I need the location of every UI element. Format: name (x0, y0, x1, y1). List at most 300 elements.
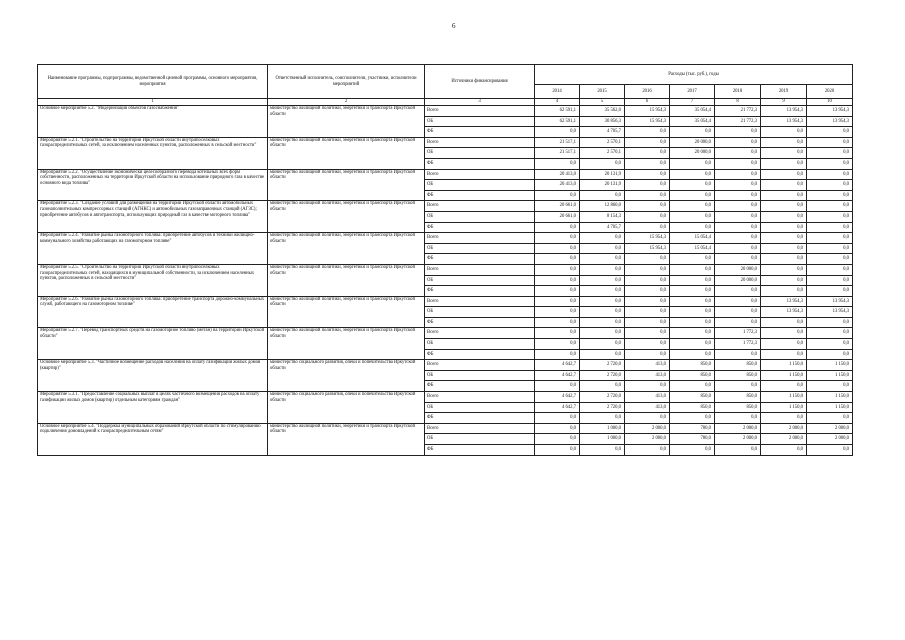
expense-value: 0,0 (625, 137, 670, 148)
expense-value: 1 772,3 (715, 328, 761, 339)
expense-value: 0,0 (535, 190, 580, 201)
expense-value: 0,0 (807, 286, 853, 297)
expense-value: 1 150,0 (761, 392, 807, 403)
expense-value: 30 856,3 (580, 116, 625, 127)
header-index: 6 (625, 99, 670, 106)
expense-value: 2 570,1 (580, 137, 625, 148)
expense-value: 0,0 (807, 243, 853, 254)
expense-value: 20 000,0 (715, 275, 761, 286)
expense-value: 0,0 (580, 381, 625, 392)
expense-value: 8 154,3 (580, 211, 625, 222)
expense-value: 0,0 (715, 127, 761, 138)
expense-value: 20 000,0 (670, 148, 715, 159)
expense-value: 0,0 (580, 233, 625, 244)
expense-value: 0,0 (761, 349, 807, 360)
expense-value: 0,0 (580, 307, 625, 318)
expense-value: 15 954,3 (625, 243, 670, 254)
funding-source: ФБ (425, 127, 535, 138)
expense-value: 0,0 (625, 201, 670, 212)
event-name: Мероприятие 5.2.6. "Развитие рынка газомоторного топлива: приобретение транспорта дорожно-коммунальных служб, работающего на газомоторном топливе" (38, 296, 268, 328)
expense-value: 0,0 (715, 137, 761, 148)
expense-value: 0,0 (807, 190, 853, 201)
expense-value: 0,0 (535, 158, 580, 169)
expense-value: 0,0 (807, 201, 853, 212)
expense-value: 0,0 (625, 339, 670, 350)
expense-value: 1 000,0 (580, 423, 625, 434)
expense-value: 0,0 (535, 445, 580, 456)
expense-value: 0,0 (761, 243, 807, 254)
expense-value: 0,0 (535, 275, 580, 286)
expense-value: 850,0 (715, 360, 761, 371)
expense-value: 850,0 (715, 370, 761, 381)
expense-value: 0,0 (715, 296, 761, 307)
expense-value: 20 661,0 (535, 211, 580, 222)
expense-value: 0,0 (715, 254, 761, 265)
expense-value: 0,0 (535, 243, 580, 254)
expense-value: 0,0 (807, 222, 853, 233)
expense-value: 0,0 (807, 349, 853, 360)
expense-value: 0,0 (625, 275, 670, 286)
expense-value: 0,0 (580, 328, 625, 339)
expense-value: 0,0 (715, 169, 761, 180)
event-executor: министерство жилищной политики, энергетики и транспорта Иркутской области (268, 106, 425, 138)
header-source: Источники финансирования (425, 65, 535, 99)
funding-source: Всего (425, 106, 535, 117)
expense-value: 35 054,4 (670, 106, 715, 117)
expense-value: 35 054,4 (670, 116, 715, 127)
expense-value: 0,0 (807, 211, 853, 222)
expense-value: 0,0 (670, 180, 715, 191)
expense-value: 0,0 (580, 275, 625, 286)
expense-value: 0,0 (761, 413, 807, 424)
expense-value: 0,0 (807, 264, 853, 275)
expense-value: 0,0 (715, 201, 761, 212)
funding-source: Всего (425, 201, 535, 212)
header-year: 2019 (761, 85, 807, 99)
table-row (38, 233, 853, 244)
expense-value: 413,0 (625, 392, 670, 403)
expense-value: 2 720,0 (580, 370, 625, 381)
expense-value: 0,0 (761, 211, 807, 222)
expense-value: 2 720,0 (580, 392, 625, 403)
expense-value: 0,0 (625, 413, 670, 424)
expense-value: 0,0 (580, 445, 625, 456)
expense-value: 0,0 (807, 328, 853, 339)
header-year: 2016 (625, 85, 670, 99)
header-index: 2 (268, 99, 425, 106)
expense-value: 0,0 (715, 190, 761, 201)
funding-source: ФБ (425, 190, 535, 201)
funding-source: ОБ (425, 339, 535, 350)
expense-value: 0,0 (535, 286, 580, 297)
expense-value: 0,0 (535, 339, 580, 350)
expense-value: 0,0 (807, 137, 853, 148)
expense-value: 0,0 (670, 339, 715, 350)
expense-value: 0,0 (761, 169, 807, 180)
expense-value: 20 413,0 (535, 180, 580, 191)
event-executor: министерство социального развития, опеки и попечительства Иркутской области (268, 392, 425, 424)
expense-value: 13 954,3 (761, 307, 807, 318)
expense-value: 0,0 (535, 233, 580, 244)
expense-value: 0,0 (625, 169, 670, 180)
expense-value: 0,0 (715, 286, 761, 297)
expense-value: 4 705,7 (580, 127, 625, 138)
event-name: Мероприятие 5.2.7. "Перевод транспортных средств на газомоторное топливо (метан) на территории Иркутской области" (38, 328, 268, 360)
funding-source: ФБ (425, 222, 535, 233)
event-executor: министерство жилищной политики, энергетики и транспорта Иркутской области (268, 137, 425, 169)
expense-value: 0,0 (670, 286, 715, 297)
expense-value: 62 591,1 (535, 106, 580, 117)
table-row (38, 137, 853, 148)
funding-source: ОБ (425, 370, 535, 381)
expense-value: 0,0 (670, 349, 715, 360)
expense-value: 15 054,4 (670, 243, 715, 254)
financing-table (37, 64, 853, 456)
header-index: 9 (761, 99, 807, 106)
header-index: 10 (807, 99, 853, 106)
expense-value: 0,0 (807, 413, 853, 424)
expense-value: 0,0 (761, 233, 807, 244)
event-executor: министерство жилищной политики, энергетики и транспорта Иркутской области (268, 264, 425, 296)
expense-value: 0,0 (580, 190, 625, 201)
expense-value: 0,0 (715, 243, 761, 254)
expense-value: 0,0 (761, 339, 807, 350)
expense-value: 20 131,9 (580, 169, 625, 180)
expense-value: 0,0 (535, 381, 580, 392)
event-name: Основное мероприятие 5.3. "Частичное возмещение расходов населения на оплату газификации жилых домов (квартир)" (38, 360, 268, 392)
event-name: Мероприятие 5.2.3. "Создание условий для размещения на территории Иркутской области автомобильных газонаполнительных компрессорных станций (АГНКС) и автомобильных газозаправочных станций (АГЗС); приобретение автобусов и автотранспорта, использующих природный газ в качестве моторного топлива" (38, 201, 268, 233)
expense-value: 0,0 (715, 445, 761, 456)
expense-value: 2 720,0 (580, 402, 625, 413)
expense-value: 0,0 (625, 286, 670, 297)
expense-value: 0,0 (807, 275, 853, 286)
expense-value: 0,0 (715, 317, 761, 328)
expense-value: 0,0 (580, 158, 625, 169)
expense-value: 0,0 (715, 158, 761, 169)
header-year: 2020 (807, 85, 853, 99)
event-executor: министерство жилищной политики, энергетики и транспорта Иркутской области (268, 423, 425, 455)
expense-value: 0,0 (580, 413, 625, 424)
expense-value: 0,0 (715, 381, 761, 392)
expense-value: 0,0 (670, 328, 715, 339)
expense-value: 850,0 (715, 402, 761, 413)
header-index: 3 (425, 99, 535, 106)
expense-value: 0,0 (670, 264, 715, 275)
expense-value: 0,0 (670, 307, 715, 318)
expense-value: 4 642,7 (535, 370, 580, 381)
expense-value: 0,0 (670, 296, 715, 307)
expense-value: 0,0 (535, 307, 580, 318)
expense-value: 0,0 (535, 434, 580, 445)
expense-value: 1 000,0 (580, 434, 625, 445)
expense-value: 0,0 (580, 349, 625, 360)
expense-value: 0,0 (535, 423, 580, 434)
expense-value: 0,0 (625, 148, 670, 159)
expense-value: 4 642,7 (535, 402, 580, 413)
expense-value: 62 591,1 (535, 116, 580, 127)
expense-value: 1 150,0 (807, 360, 853, 371)
expense-value: 0,0 (715, 148, 761, 159)
expense-value: 0,0 (715, 413, 761, 424)
expense-value: 0,0 (807, 148, 853, 159)
table-row (38, 169, 853, 180)
expense-value: 20 661,0 (535, 201, 580, 212)
expense-value: 20 413,0 (535, 169, 580, 180)
expense-value: 0,0 (580, 254, 625, 265)
expense-value: 0,0 (535, 328, 580, 339)
expense-value: 0,0 (670, 317, 715, 328)
expense-value: 13 954,3 (807, 116, 853, 127)
expense-value: 0,0 (807, 445, 853, 456)
expense-value: 2 000,0 (715, 423, 761, 434)
expense-value: 0,0 (761, 201, 807, 212)
expense-value: 0,0 (535, 349, 580, 360)
expense-value: 0,0 (715, 222, 761, 233)
expense-value: 0,0 (761, 127, 807, 138)
expense-value: 35 562,0 (580, 106, 625, 117)
header-index: 7 (670, 99, 715, 106)
expense-value: 0,0 (625, 180, 670, 191)
funding-source: Всего (425, 392, 535, 403)
expense-value: 0,0 (761, 445, 807, 456)
expense-value: 0,0 (670, 254, 715, 265)
expense-value: 0,0 (670, 211, 715, 222)
expense-value: 0,0 (761, 254, 807, 265)
expense-value: 413,0 (625, 360, 670, 371)
expense-value: 0,0 (761, 137, 807, 148)
event-executor: министерство социального развития, опеки и попечительства Иркутской области (268, 360, 425, 392)
expense-value: 1 150,0 (807, 402, 853, 413)
expense-value: 0,0 (761, 328, 807, 339)
funding-source: ФБ (425, 286, 535, 297)
expense-value: 0,0 (580, 296, 625, 307)
expense-value: 1 150,0 (807, 392, 853, 403)
funding-source: ОБ (425, 275, 535, 286)
header-year: 2017 (670, 85, 715, 99)
funding-source: ФБ (425, 349, 535, 360)
expense-value: 0,0 (535, 254, 580, 265)
expense-value: 850,0 (715, 392, 761, 403)
expense-value: 0,0 (761, 381, 807, 392)
expense-value: 0,0 (807, 381, 853, 392)
expense-value: 0,0 (580, 243, 625, 254)
funding-source: Всего (425, 233, 535, 244)
expense-value: 0,0 (580, 264, 625, 275)
expense-value: 850,0 (670, 392, 715, 403)
expense-value: 4 642,7 (535, 392, 580, 403)
funding-source: ОБ (425, 116, 535, 127)
event-name: Мероприятие 5.2.5. "Строительство на территории Иркутской области внутрипоселковых газораспределительных сетей, находящихся в муниципальной собственности, за исключением населенных пунктов, расположенных в сельской местности" (38, 264, 268, 296)
header-index: 5 (580, 99, 625, 106)
expense-value: 0,0 (535, 127, 580, 138)
expense-value: 0,0 (625, 307, 670, 318)
funding-source: ОБ (425, 307, 535, 318)
expense-value: 0,0 (670, 413, 715, 424)
expense-value: 0,0 (625, 211, 670, 222)
funding-source: ФБ (425, 254, 535, 265)
expense-value: 0,0 (807, 317, 853, 328)
expense-value: 0,0 (625, 328, 670, 339)
expense-value: 2 000,0 (715, 434, 761, 445)
funding-source: ФБ (425, 413, 535, 424)
expense-value: 15 054,4 (670, 233, 715, 244)
event-executor: министерство жилищной политики, энергетики и транспорта Иркутской области (268, 328, 425, 360)
expense-value: 850,0 (670, 370, 715, 381)
expense-value: 850,0 (670, 360, 715, 371)
funding-source: ОБ (425, 434, 535, 445)
funding-source: Всего (425, 360, 535, 371)
expense-value: 20 000,0 (670, 137, 715, 148)
expense-value: 15 954,3 (625, 233, 670, 244)
event-executor: министерство жилищной политики, энергетики и транспорта Иркутской области (268, 169, 425, 201)
header-index: 4 (535, 99, 580, 106)
header-year: 2014 (535, 85, 580, 99)
expense-value: 21 517,1 (535, 137, 580, 148)
expense-value: 0,0 (761, 158, 807, 169)
expense-value: 0,0 (535, 413, 580, 424)
expense-value: 0,0 (625, 222, 670, 233)
expense-value: 20 000,0 (715, 264, 761, 275)
expense-value: 0,0 (807, 180, 853, 191)
expense-value: 2 000,0 (761, 423, 807, 434)
funding-source: ФБ (425, 445, 535, 456)
funding-source: Всего (425, 169, 535, 180)
expense-value: 0,0 (807, 158, 853, 169)
expense-value: 0,0 (625, 349, 670, 360)
table-row (38, 264, 853, 275)
header-index: 8 (715, 99, 761, 106)
expense-value: 20 131,9 (580, 180, 625, 191)
expense-value: 413,0 (625, 370, 670, 381)
event-name: Основное мероприятие 5.4. "Поддержка муниципальных образований Иркутской области по стимулированию подключения домовладений к газораспределительным сетям" (38, 423, 268, 455)
expense-value: 21 772,3 (715, 116, 761, 127)
expense-value: 0,0 (761, 148, 807, 159)
expense-value: 2 000,0 (625, 434, 670, 445)
expense-value: 15 954,3 (625, 106, 670, 117)
table-row (38, 360, 853, 371)
event-executor: министерство жилищной политики, энергетики и транспорта Иркутской области (268, 201, 425, 233)
table-row (38, 296, 853, 307)
expense-value: 0,0 (535, 222, 580, 233)
expense-value: 0,0 (625, 254, 670, 265)
expense-value: 0,0 (625, 317, 670, 328)
expense-value: 0,0 (670, 222, 715, 233)
expense-value: 0,0 (670, 169, 715, 180)
expense-value: 0,0 (670, 275, 715, 286)
header-index: 1 (38, 99, 268, 106)
expense-value: 0,0 (807, 254, 853, 265)
funding-source: Всего (425, 423, 535, 434)
expense-value: 1 772,3 (715, 339, 761, 350)
expense-value: 2 000,0 (807, 434, 853, 445)
funding-source: ОБ (425, 402, 535, 413)
expense-value: 1 150,0 (807, 370, 853, 381)
header-executor: Ответственный исполнитель, соисполнители, участники, исполнители мероприятий (268, 65, 425, 99)
table-row (38, 423, 853, 434)
header-year: 2015 (580, 85, 625, 99)
expense-value: 15 954,3 (625, 116, 670, 127)
expense-value: 0,0 (670, 158, 715, 169)
expense-value: 413,0 (625, 402, 670, 413)
event-name: Мероприятие 5.2.4. "Развитие рынка газомоторного топлива: приобретение автобусов и техники жилищно-коммунального хозяйства работающих на газомоторном топливе" (38, 233, 268, 265)
funding-source: ОБ (425, 148, 535, 159)
event-name: Основное мероприятие 5.2. "Модернизация объектов газоснабжения" (38, 106, 268, 138)
table-row (38, 328, 853, 339)
expense-value: 0,0 (670, 201, 715, 212)
expense-value: 2 000,0 (761, 434, 807, 445)
expense-value: 13 954,3 (761, 116, 807, 127)
expense-value: 0,0 (670, 127, 715, 138)
funding-source: ОБ (425, 243, 535, 254)
expense-value: 0,0 (761, 222, 807, 233)
expense-value: 0,0 (761, 190, 807, 201)
expense-value: 1 150,0 (761, 360, 807, 371)
expense-value: 0,0 (807, 339, 853, 350)
expense-value: 0,0 (761, 180, 807, 191)
expense-value: 21 517,1 (535, 148, 580, 159)
expense-value: 0,0 (625, 158, 670, 169)
table-row (38, 106, 853, 117)
expense-value: 850,0 (670, 402, 715, 413)
expense-value: 0,0 (670, 381, 715, 392)
expense-value: 0,0 (625, 296, 670, 307)
expense-value: 0,0 (807, 233, 853, 244)
table-row (38, 392, 853, 403)
expense-value: 0,0 (761, 286, 807, 297)
expense-value: 0,0 (715, 307, 761, 318)
funding-source: ОБ (425, 180, 535, 191)
expense-value: 0,0 (807, 169, 853, 180)
expense-value: 13 954,3 (807, 307, 853, 318)
funding-source: Всего (425, 328, 535, 339)
event-name: Мероприятие 5.2.1. "Строительство на территории Иркутской области внутрипоселковых газораспределительных сетей, за исключением населенных пунктов, расположенных в сельской местности" (38, 137, 268, 169)
event-name: Мероприятие 5.2.2. "Осуществление экономически целесообразного перевода котельных всех форм собственности, расположенных на территории Иркутской области на использование природного газа в качестве основного вида топлива" (38, 169, 268, 201)
expense-value: 0,0 (715, 180, 761, 191)
event-executor: министерство жилищной политики, энергетики и транспорта Иркутской области (268, 296, 425, 328)
expense-value: 780,0 (670, 434, 715, 445)
expense-value: 2 000,0 (807, 423, 853, 434)
header-year: 2018 (715, 85, 761, 99)
expense-value: 0,0 (625, 381, 670, 392)
expense-value: 0,0 (715, 211, 761, 222)
expense-value: 0,0 (670, 190, 715, 201)
funding-source: ОБ (425, 211, 535, 222)
expense-value: 4 642,7 (535, 360, 580, 371)
expense-value: 1 150,0 (761, 402, 807, 413)
expense-value: 13 954,3 (807, 296, 853, 307)
expense-value: 0,0 (625, 190, 670, 201)
expense-value: 0,0 (580, 317, 625, 328)
expense-value: 2 000,0 (625, 423, 670, 434)
expense-value: 1 150,0 (761, 370, 807, 381)
expense-value: 21 772,3 (715, 106, 761, 117)
expense-value: 13 954,3 (761, 296, 807, 307)
event-executor: министерство жилищной политики, энергетики и транспорта Иркутской области (268, 233, 425, 265)
expense-value: 0,0 (807, 127, 853, 138)
expense-value: 0,0 (761, 317, 807, 328)
expense-value: 0,0 (580, 286, 625, 297)
expense-value: 0,0 (535, 296, 580, 307)
expense-value: 13 954,3 (761, 106, 807, 117)
funding-source: ФБ (425, 381, 535, 392)
expense-value: 12 860,0 (580, 201, 625, 212)
expense-value: 2 720,0 (580, 360, 625, 371)
expense-value: 0,0 (715, 349, 761, 360)
expense-value: 4 705,7 (580, 222, 625, 233)
event-name: Мероприятие 5.3.1. "Предоставление социальных выплат в целях частичного возмещения расходов на оплату газификации жилых домов (квартир) отдельным категориям граждан" (38, 392, 268, 424)
funding-source: ФБ (425, 158, 535, 169)
expense-value: 780,0 (670, 423, 715, 434)
